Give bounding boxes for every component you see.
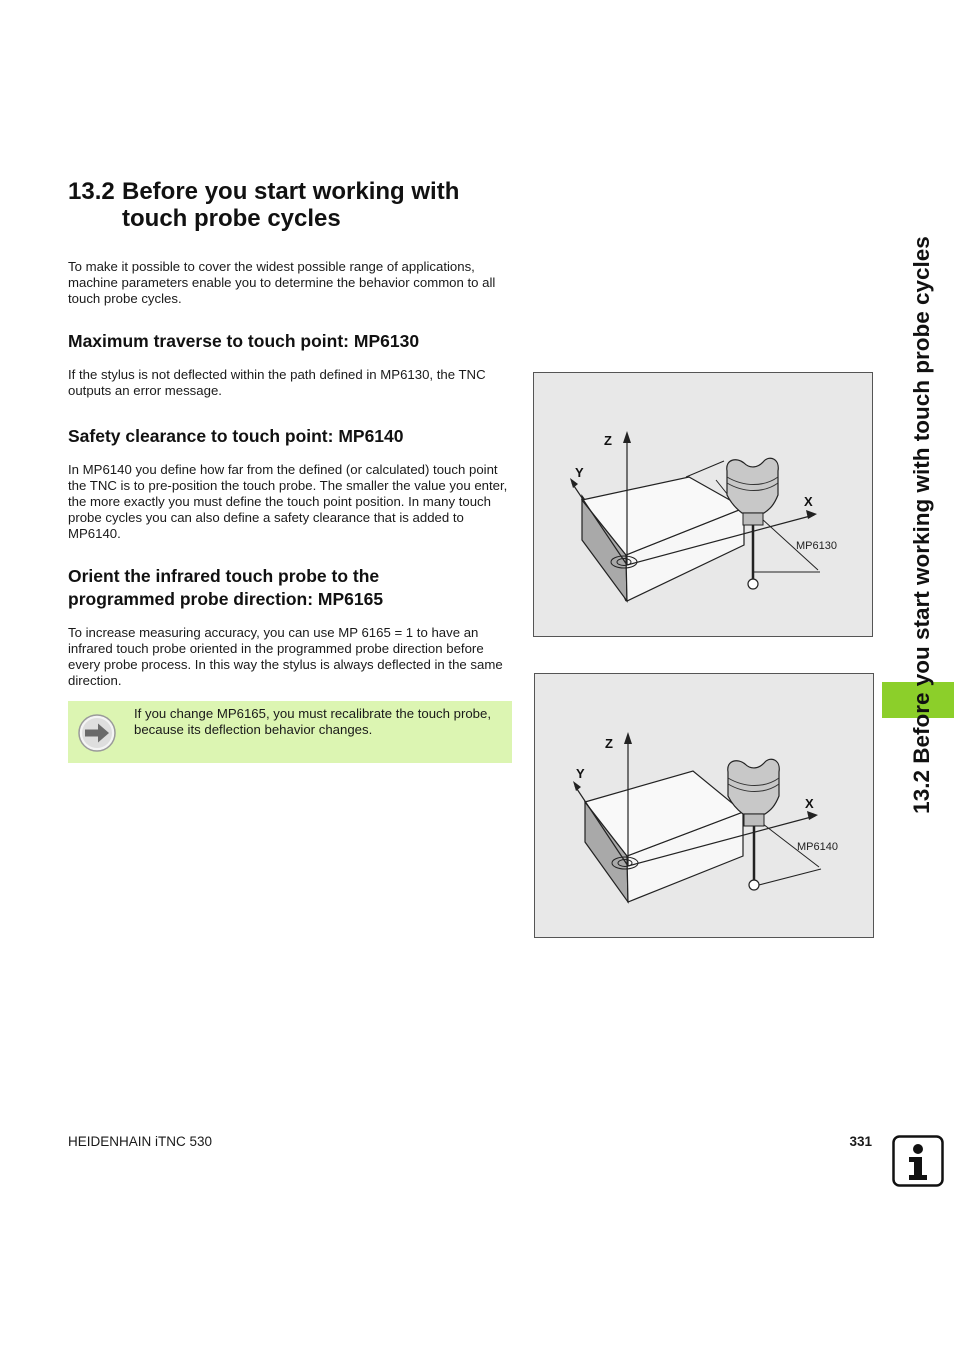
note-box	[68, 701, 512, 763]
figure-mp6130-drawing	[534, 373, 874, 638]
intro-paragraph: To make it possible to cover the widest possible range of applications, machine parameters enable you to determine the behavior common to all touch probe cycles.	[68, 259, 496, 306]
side-chapter-title	[908, 200, 936, 850]
axis-y-label: Y	[576, 766, 585, 781]
section-number: 13.2	[68, 178, 115, 205]
paragraph-mp6140: In MP6140 you define how far from the defined (or calculated) touch point the TNC is to pre-position the touch probe. The smaller the value you enter, the more exactly you must define the touch point position. In many touch probe cycles you can also define a safety clearance that is added to MP6140.	[68, 462, 508, 541]
section-title-line1: Before you start working with	[122, 178, 460, 205]
figure-mp6140	[534, 673, 874, 938]
figure-mp6140-drawing	[535, 674, 875, 939]
dimension-label-mp6130: MP6130	[796, 540, 837, 552]
subsection-heading-mp6165-line2: programmed probe direction: MP6165	[68, 588, 384, 609]
axis-y-label: Y	[575, 465, 584, 480]
subsection-heading-mp6140: Safety clearance to touch point: MP6140	[68, 426, 404, 446]
section-title-line2: touch probe cycles	[122, 205, 341, 232]
subsection-heading-mp6165-line1: Orient the infrared touch probe to the	[68, 566, 380, 586]
axis-x-label: X	[805, 796, 814, 811]
dimension-label-mp6140: MP6140	[797, 841, 838, 853]
section-title	[68, 178, 528, 232]
subsection-heading-mp6165	[68, 565, 512, 610]
paragraph-mp6130: If the stylus is not deflected within the path defined in MP6130, the TNC outputs an error message.	[68, 367, 486, 398]
paragraph-mp6165: To increase measuring accuracy, you can use MP 6165 = 1 to have an infrared touch probe oriented in the programmed probe direction before every probe process. In this way the stylus is always deflected in the same direction.	[68, 625, 503, 688]
note-text: If you change MP6165, you must recalibrate the touch probe, because its deflection behavior changes.	[134, 706, 492, 737]
page-number: 331	[849, 1134, 872, 1149]
axis-z-label: Z	[604, 433, 612, 448]
footer-product: HEIDENHAIN iTNC 530	[68, 1134, 213, 1149]
side-chapter-title-text: 13.2 Before you start working with touch probe cycles	[909, 236, 934, 814]
axis-z-label: Z	[605, 736, 613, 751]
figure-mp6130	[533, 372, 873, 637]
subsection-heading-mp6130: Maximum traverse to touch point: MP6130	[68, 331, 420, 351]
arrow-right-icon	[78, 714, 116, 752]
info-icon	[892, 1135, 944, 1187]
axis-x-label: X	[804, 494, 813, 509]
